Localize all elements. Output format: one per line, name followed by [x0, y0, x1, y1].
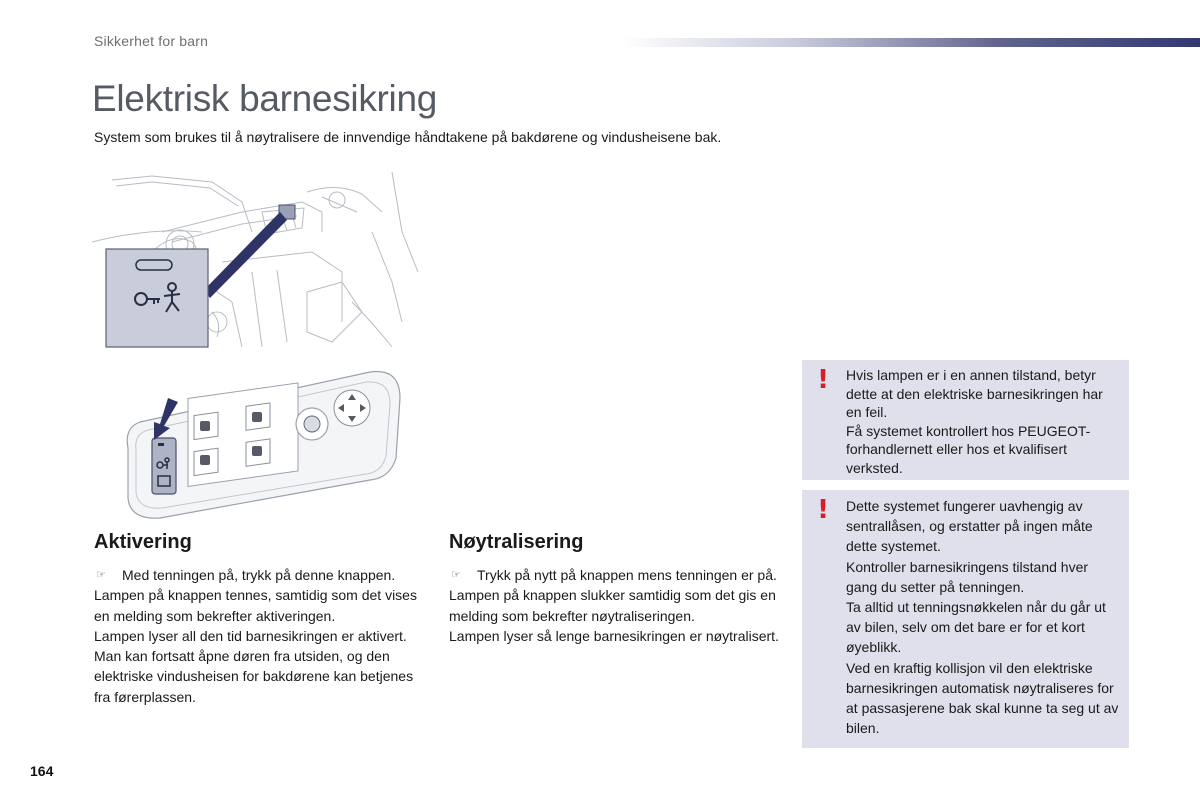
neutralization-paragraph: Lampen lyser så lenge barnesikringen er nøytralisert.	[449, 627, 779, 644]
warning-text: Kontroller barnesikringens tilstand hver gang du setter på tenningen.	[846, 558, 1089, 595]
activation-bullet	[94, 565, 424, 585]
activation-paragraph: Man kan fortsatt åpne døren fra utsiden, og den elektriske vindusheisen for bakdørene kan betjenes fra førerplassen.	[94, 648, 414, 705]
activation-paragraph: Lampen lyser all den tid barnesikringen er aktivert.	[94, 627, 407, 644]
door-switch-panel-illustration	[120, 368, 402, 520]
warning-box-safety	[802, 490, 1129, 748]
hand-pointer-icon: ☞	[96, 569, 106, 581]
warning-box-fault	[802, 360, 1129, 480]
warning-text: Hvis lampen er i en annen tilstand, betyr dette at den elektriske barnesikringen har en feil.	[846, 367, 1103, 420]
page-title: Elektrisk barnesikring	[92, 78, 438, 119]
neutralization-section	[449, 530, 779, 646]
header-decorative-bar	[622, 38, 1200, 47]
warning-text: Få systemet kontrollert hos PEUGEOT-forhandlernett eller hos et kvalifisert verksted.	[846, 422, 1091, 476]
page-subtitle: System som brukes til å nøytralisere de innvendige håndtakene på bakdørene og vindusheisene bak.	[94, 129, 722, 145]
warning-text: Ved en kraftig kollisjon vil den elektriske barnesikringen automatisk nøytraliseres for at passasjerene bak skal kunne ta seg ut av bilen.	[846, 659, 1119, 737]
neutralization-bullet	[449, 565, 779, 585]
activation-paragraph: Lampen på knappen tennes, samtidig som det vises en melding som bekrefter aktiveringen.	[94, 587, 417, 624]
neutralization-heading: Nøytralisering	[449, 531, 584, 553]
neutralization-bullet-text: Trykk på nytt på knappen mens tenningen er på.	[477, 567, 777, 583]
section-label: Sikkerhet for barn	[94, 33, 209, 49]
child-lock-dashboard-illustration	[92, 172, 422, 354]
neutralization-paragraph: Lampen på knappen slukker samtidig som det gis en melding som bekrefter nøytraliseringen.	[449, 587, 776, 624]
warning-text: Dette systemet fungerer uavhengig av sentrallåsen, og erstatter på ingen måte dette systemet.	[846, 498, 1093, 555]
activation-section	[94, 530, 424, 707]
exclamation-warning-icon: !	[817, 365, 829, 395]
page-number: 164	[30, 763, 54, 779]
activation-bullet-text: Med tenningen på, trykk på denne knappen.	[122, 567, 396, 583]
hand-pointer-icon: ☞	[451, 569, 461, 581]
exclamation-warning-icon: !	[817, 495, 829, 525]
warning-text: Ta alltid ut tenningsnøkkelen når du går ut av bilen, selv om det bare er for et kort øyeblikk.	[846, 599, 1106, 656]
activation-heading: Aktivering	[94, 531, 192, 553]
